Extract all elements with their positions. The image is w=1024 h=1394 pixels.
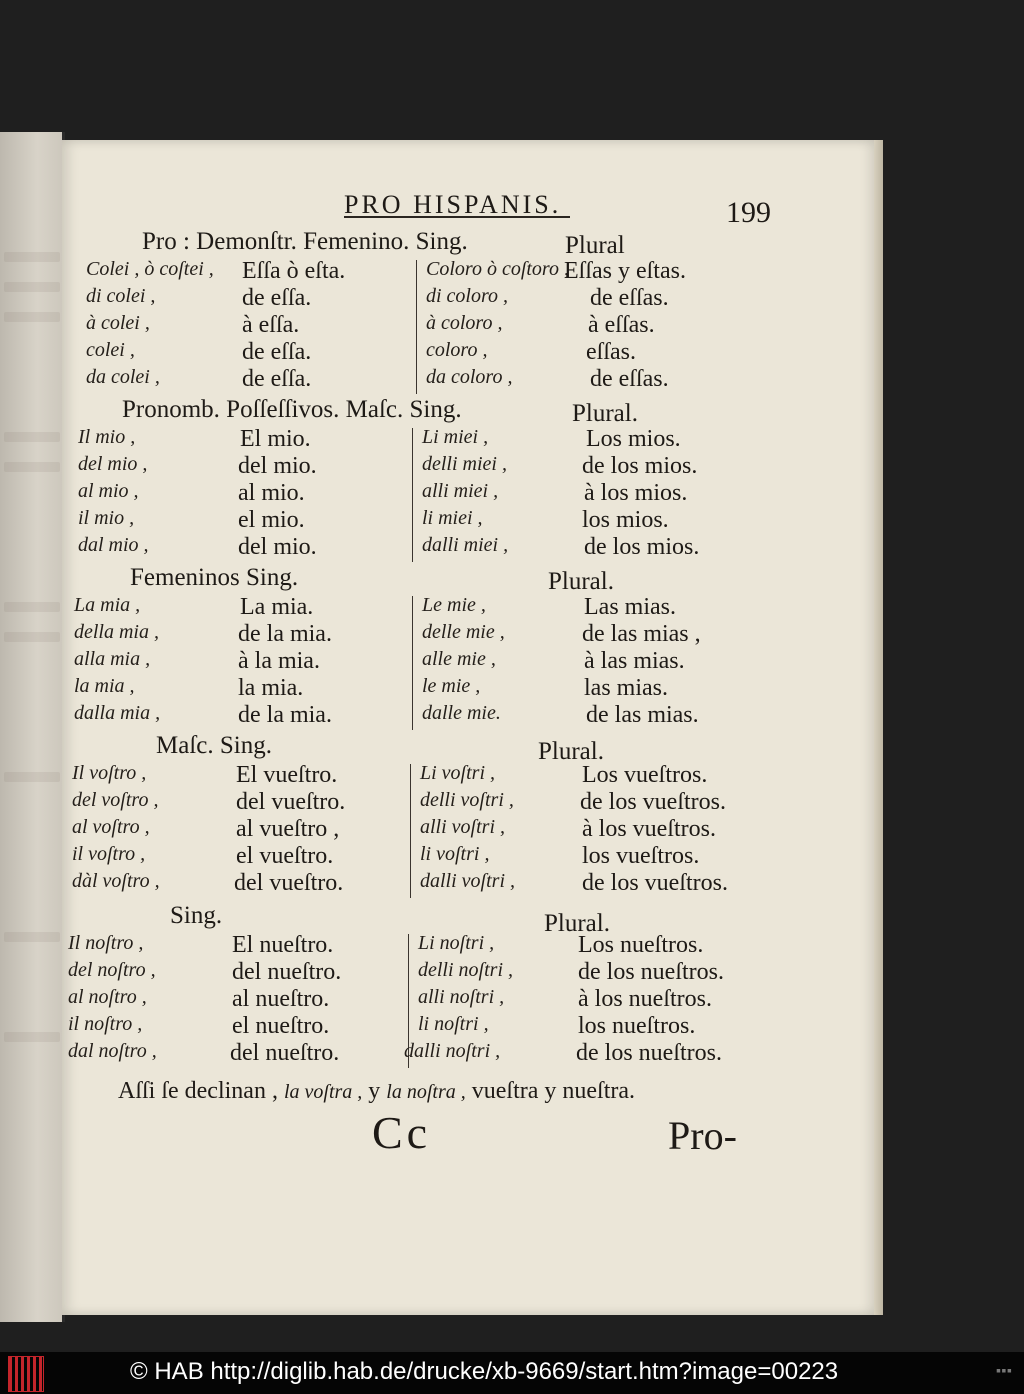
italian-plural: delli noſtri ,	[418, 959, 513, 981]
spanish-plural: Los mios.	[586, 426, 681, 452]
left-facing-page	[0, 132, 65, 1322]
italian-singular: dàl voſtro ,	[72, 870, 160, 892]
italian-singular: Il mio ,	[78, 426, 136, 448]
italian-singular: del noſtro ,	[68, 959, 156, 981]
credit-bar	[0, 1352, 1024, 1394]
page-edge	[874, 140, 883, 1315]
section-title: Pronomb. Poſſeſſivos. Maſc. Sing.	[122, 396, 462, 423]
italian-singular: Il noſtro ,	[68, 932, 144, 954]
italian-plural: dalli voſtri ,	[420, 870, 515, 892]
spanish-plural: à los nueſtros.	[578, 986, 712, 1012]
section-title: Pro : Demonſtr. Femenino. Sing.	[142, 228, 468, 255]
credit-link[interactable]: © HAB http://diglib.hab.de/drucke/xb-9669/start.htm?image=00223	[130, 1358, 839, 1385]
italian-plural: Li miei ,	[422, 426, 489, 448]
spanish-singular: el mio.	[238, 507, 305, 533]
table-row	[62, 789, 822, 816]
italian-singular: colei ,	[86, 339, 135, 361]
spanish-plural: de las mias ,	[582, 621, 701, 647]
table-row	[62, 762, 822, 789]
table-row	[62, 648, 822, 675]
italian-plural: delle mie ,	[422, 621, 505, 643]
spanish-plural: las mias.	[584, 675, 668, 701]
plural-title: Plural.	[538, 738, 604, 765]
table-row	[62, 285, 822, 312]
table-row	[62, 675, 822, 702]
spanish-singular: El vueſtro.	[236, 762, 338, 788]
footer-note-part: vueſtra y nueſtra.	[471, 1078, 636, 1104]
spanish-singular: de la mia.	[238, 702, 332, 728]
italian-singular: Il voſtro ,	[72, 762, 147, 784]
plural-title: Plural.	[548, 568, 614, 595]
footer-note	[118, 1078, 635, 1105]
plural-title: Plural	[565, 232, 625, 259]
table-row	[62, 843, 822, 870]
italian-singular: al voſtro ,	[72, 816, 150, 838]
table-row	[62, 1040, 822, 1067]
table-row	[62, 507, 822, 534]
spanish-singular: del vueſtro.	[236, 789, 346, 815]
table-row	[62, 702, 822, 729]
running-head: PRO HISPANIS.	[344, 190, 562, 219]
spanish-plural: à los vueſtros.	[582, 816, 716, 842]
spanish-singular: del mio.	[238, 453, 317, 479]
spanish-plural: los nueſtros.	[578, 1013, 696, 1039]
italian-plural: Le mie ,	[422, 594, 486, 616]
italian-singular: il noſtro ,	[68, 1013, 143, 1035]
italian-singular: dalla mia ,	[74, 702, 161, 724]
spanish-singular: al mio.	[238, 480, 305, 506]
table-row	[62, 426, 822, 453]
table-row	[62, 339, 822, 366]
italian-plural: Li noſtri ,	[418, 932, 495, 954]
footer-note-part: Aſſi ſe declinan ,	[118, 1078, 278, 1104]
section-title: Sing.	[170, 902, 223, 929]
table-row	[62, 816, 822, 843]
spanish-plural: à las mias.	[584, 648, 685, 674]
italian-singular: da colei ,	[86, 366, 160, 388]
italian-plural: alli noſtri ,	[418, 986, 505, 1008]
spanish-plural: eſſas.	[586, 339, 636, 365]
spanish-singular: del nueſtro.	[230, 1040, 340, 1066]
spanish-plural: Eſſas y eſtas.	[564, 258, 686, 284]
spanish-singular: de eſſa.	[242, 285, 312, 311]
italian-plural: delli miei ,	[422, 453, 507, 475]
italian-singular: il voſtro ,	[72, 843, 146, 865]
spanish-singular: El nueſtro.	[232, 932, 334, 958]
corner-mark-icon: ▪▪▪	[995, 1366, 1012, 1376]
italian-plural: Coloro ò coſtoro ,	[426, 258, 569, 280]
spanish-singular: el vueſtro.	[236, 843, 334, 869]
plural-title: Plural.	[544, 910, 610, 937]
italian-singular: La mia ,	[74, 594, 141, 616]
spanish-plural: los mios.	[582, 507, 669, 533]
italian-singular: alla mia ,	[74, 648, 151, 670]
footer-note-italic: la voſtra ,	[283, 1081, 363, 1103]
italian-plural: li miei ,	[422, 507, 483, 529]
plural-title: Plural.	[572, 400, 638, 427]
spanish-plural: de eſſas.	[590, 285, 669, 311]
italian-plural: dalli miei ,	[422, 534, 509, 556]
spanish-singular: del nueſtro.	[232, 959, 342, 985]
table-row	[62, 621, 822, 648]
table-row	[62, 594, 822, 621]
running-head-rule	[344, 216, 570, 218]
italian-plural: dalle mie.	[422, 702, 501, 724]
spanish-plural: de los mios.	[584, 534, 700, 560]
italian-singular: il mio ,	[78, 507, 135, 529]
italian-plural: coloro ,	[426, 339, 488, 361]
spanish-singular: del mio.	[238, 534, 317, 560]
italian-plural: li voſtri ,	[420, 843, 490, 865]
italian-singular: del voſtro ,	[72, 789, 159, 811]
spanish-plural: à eſſas.	[588, 312, 655, 338]
italian-plural: da coloro ,	[426, 366, 513, 388]
table-row	[62, 932, 822, 959]
signature-mark: Cc	[372, 1107, 432, 1158]
spanish-singular: Eſſa ò eſta.	[242, 258, 346, 284]
spanish-singular: al nueſtro.	[232, 986, 330, 1012]
italian-singular: di colei ,	[86, 285, 156, 307]
italian-singular: la mia ,	[74, 675, 135, 697]
spanish-plural: de los vueſtros.	[580, 789, 726, 815]
table-row	[62, 480, 822, 507]
spanish-singular: el nueſtro.	[232, 1013, 330, 1039]
page-number: 199	[726, 196, 771, 229]
catchword: Pro-	[668, 1113, 737, 1158]
italian-plural: li noſtri ,	[418, 1013, 489, 1035]
table-row	[62, 986, 822, 1013]
spanish-plural: de los vueſtros.	[582, 870, 728, 896]
spanish-plural: Los vueſtros.	[582, 762, 708, 788]
spanish-plural: de los nueſtros.	[576, 1040, 722, 1066]
table-row	[62, 1013, 822, 1040]
spanish-plural: de los mios.	[582, 453, 698, 479]
table-row	[62, 870, 822, 897]
italian-plural: dalli noſtri ,	[404, 1040, 501, 1062]
italian-plural: alle mie ,	[422, 648, 496, 670]
spanish-singular: de eſſa.	[242, 339, 312, 365]
italian-singular: al mio ,	[78, 480, 139, 502]
italian-singular: à colei ,	[86, 312, 150, 334]
spanish-plural: de eſſas.	[590, 366, 669, 392]
spanish-plural: à los mios.	[584, 480, 688, 506]
italian-singular: della mia ,	[74, 621, 159, 643]
table-row	[62, 366, 822, 393]
spanish-plural: Los nueſtros.	[578, 932, 704, 958]
spanish-singular: La mia.	[240, 594, 314, 620]
italian-singular: al noſtro ,	[68, 986, 147, 1008]
footer-note-part: y	[368, 1078, 381, 1104]
spanish-plural: Las mias.	[584, 594, 676, 620]
spanish-singular: à eſſa.	[242, 312, 300, 338]
spanish-singular: del vueſtro.	[234, 870, 344, 896]
italian-plural: alli voſtri ,	[420, 816, 505, 838]
table-row	[62, 258, 822, 285]
section-title: Femeninos Sing.	[130, 564, 299, 591]
italian-plural: di coloro ,	[426, 285, 509, 307]
spanish-plural: de las mias.	[586, 702, 699, 728]
spanish-plural: de los nueſtros.	[578, 959, 724, 985]
italian-plural: Li voſtri ,	[420, 762, 496, 784]
italian-singular: Colei , ò coſtei ,	[86, 258, 214, 280]
table-row	[62, 312, 822, 339]
spanish-plural: los vueſtros.	[582, 843, 700, 869]
spanish-singular: al vueſtro ,	[236, 816, 340, 842]
section-title: Maſc. Sing.	[156, 732, 272, 759]
italian-singular: dal noſtro ,	[68, 1040, 157, 1062]
spanish-singular: la mia.	[238, 675, 304, 701]
italian-singular: dal mio ,	[78, 534, 149, 556]
hab-logo-icon	[8, 1356, 44, 1392]
italian-plural: à coloro ,	[426, 312, 503, 334]
italian-plural: alli miei ,	[422, 480, 499, 502]
table-row	[62, 534, 822, 561]
italian-plural: le mie ,	[422, 675, 481, 697]
table-row	[62, 453, 822, 480]
footer-note-italic: la noſtra ,	[386, 1081, 466, 1103]
spanish-singular: de la mia.	[238, 621, 332, 647]
spanish-singular: El mio.	[240, 426, 311, 452]
spanish-singular: à la mia.	[238, 648, 320, 674]
spanish-singular: de eſſa.	[242, 366, 312, 392]
table-row	[62, 959, 822, 986]
italian-singular: del mio ,	[78, 453, 148, 475]
italian-plural: delli voſtri ,	[420, 789, 514, 811]
